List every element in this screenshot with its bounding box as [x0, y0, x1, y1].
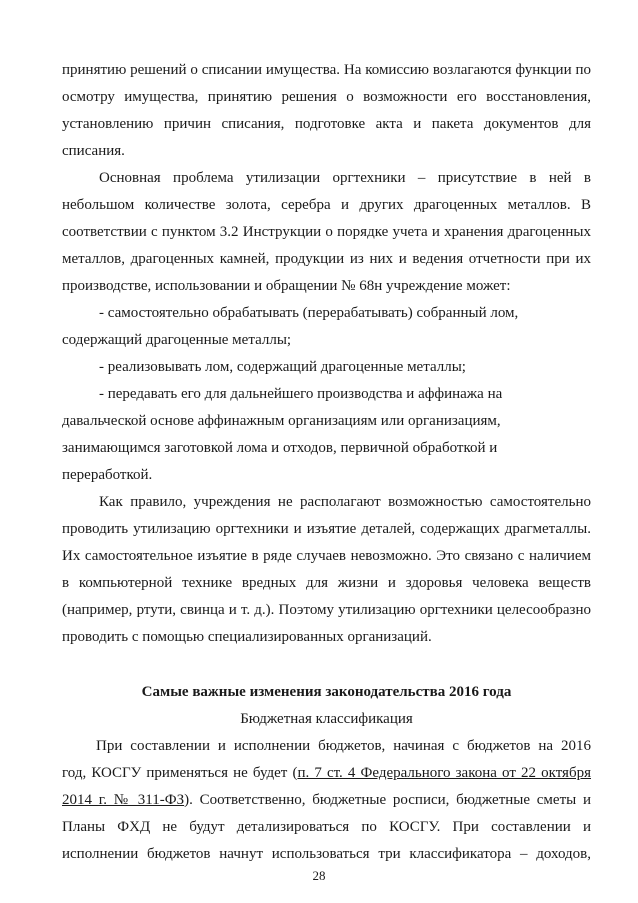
text-line: Как правило, учреждения не располагают возможностью самостоятельно: [99, 494, 591, 510]
list-item: - передавать его для дальнейшего производства и аффинажа на: [99, 386, 503, 402]
law-reference-link[interactable]: 2014 г. № 311-ФЗ: [62, 792, 185, 808]
text-line: [62, 763, 591, 783]
text-line: давальческой основе аффинажным организациям или организациям,: [62, 413, 501, 429]
text-line: Их самостоятельное изъятие в ряде случаев невозможно. Это связано с наличием: [62, 548, 591, 564]
text-line: содержащий драгоценные металлы;: [62, 332, 292, 348]
section-heading: Самые важные изменения законодательства 2016 года: [141, 684, 512, 700]
text-line: небольшом количестве золота, серебра и других драгоценных металлов. В: [62, 197, 591, 213]
text-line: списания.: [62, 143, 125, 159]
text-line: занимающимся заготовкой лома и отходов, первичной обработкой и: [62, 440, 498, 456]
text-line: в компьютерной технике вредных для жизни и здоровья человека веществ: [62, 575, 591, 591]
text-fragment: ). Соответственно, бюджетные росписи, бюджетные сметы и: [184, 792, 592, 808]
text-line: Планы ФХД не будут детализироваться по КОСГУ. При составлении и: [62, 819, 591, 835]
text-line: принятию решений о списании имущества. На комиссию возлагаются функции по: [62, 62, 591, 78]
text-fragment: год, КОСГУ применяться не будет (: [62, 765, 298, 781]
list-item: - самостоятельно обрабатывать (перерабатывать) собранный лом,: [99, 305, 519, 321]
law-reference-link[interactable]: п. 7 ст. 4 Федерального закона от 22 октября: [297, 765, 591, 781]
list-item: - реализовывать лом, содержащий драгоценные металлы;: [99, 359, 466, 375]
text-line: исполнении бюджетов начнут использоваться три классификатора – доходов,: [62, 846, 591, 862]
text-line: Основная проблема утилизации оргтехники – присутствие в ней в: [99, 170, 591, 186]
subsection-heading: Бюджетная классификация: [240, 711, 413, 727]
text-line: проводить утилизацию оргтехники и изъятие деталей, содержащих драгметаллы.: [62, 521, 591, 537]
text-line: проводить с помощью специализированных организаций.: [62, 629, 432, 645]
text-line: производстве, использовании и обращении № 68н учреждение может:: [62, 278, 511, 294]
text-line: При составлении и исполнении бюджетов, начиная с бюджетов на 2016: [96, 738, 591, 754]
text-line: [62, 790, 591, 810]
text-line: переработкой.: [62, 467, 153, 483]
text-line: металлов, драгоценных камней, продукции из них и ведения отчетности при их: [62, 251, 591, 267]
page-number: 28: [312, 868, 326, 883]
text-line: (например, ртути, свинца и т. д.). Поэтому утилизацию оргтехники целесообразно: [62, 602, 591, 618]
text-line: соответствии с пунктом 3.2 Инструкции о порядке учета и хранения драгоценных: [62, 224, 591, 240]
text-line: установлению причин списания, подготовке акта и пакета документов для: [62, 116, 591, 132]
text-line: осмотру имущества, принятию решения о возможности его восстановления,: [62, 89, 591, 105]
